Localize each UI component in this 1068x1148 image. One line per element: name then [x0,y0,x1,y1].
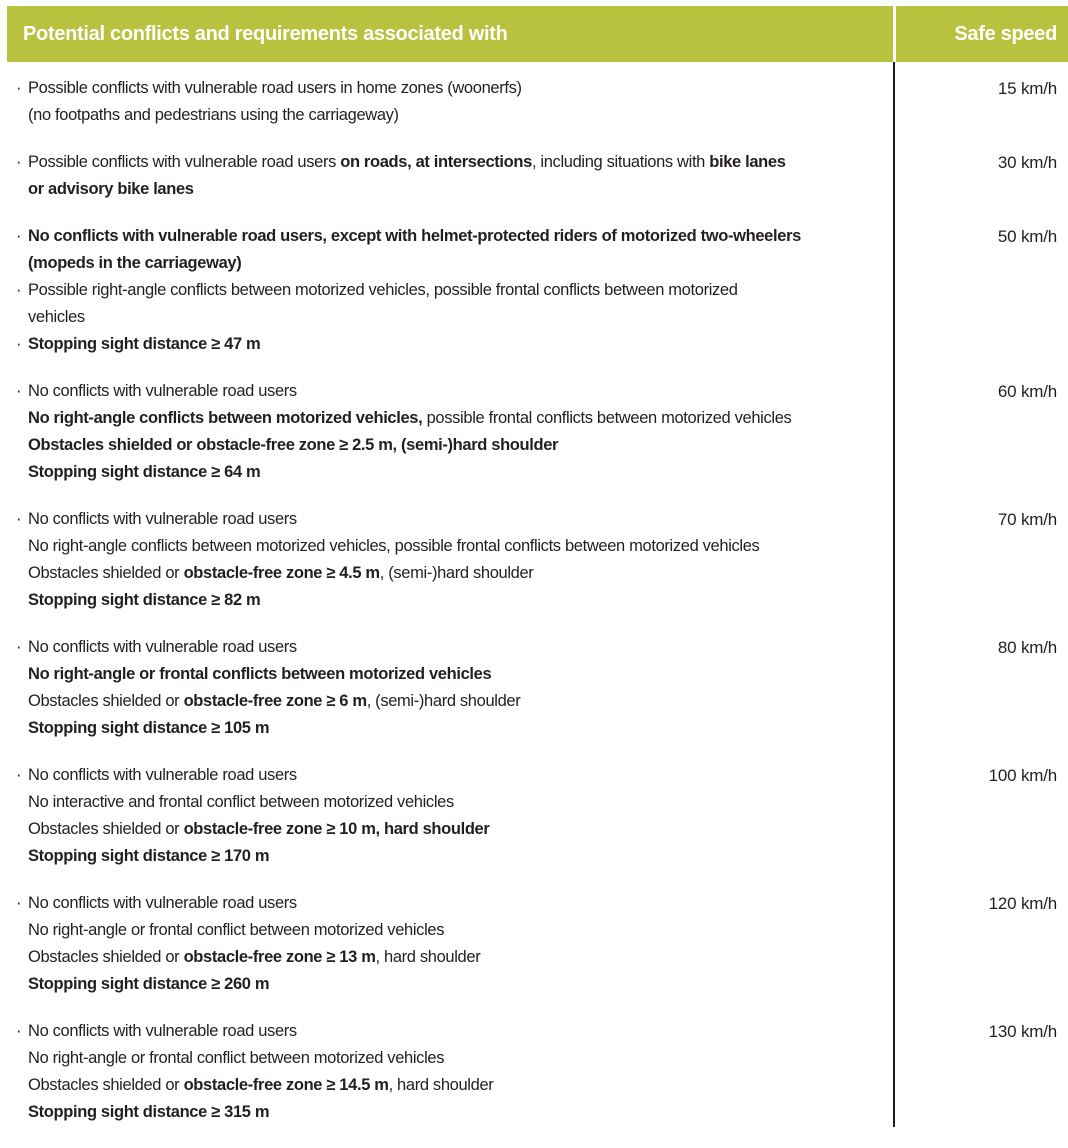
requirement-text-segment: No interactive and frontal conflict between motorized vehicles [28,793,454,811]
requirement-text-segment: , including situations with [531,153,710,171]
requirement-text-segment: Possible right-angle conflicts between motorized vehicles, possible frontal conflicts between motorized [28,281,738,299]
requirement-line [17,432,873,459]
requirement-text-segment: Obstacles shielded or [28,820,184,838]
requirement-text-segment: No conflicts with vulnerable road users [28,1022,297,1040]
table-row [0,223,1068,358]
requirement-text-segment: Stopping sight distance ≥ 105 m [28,719,270,737]
requirement-text-segment: No conflicts with vulnerable road users [28,510,297,528]
requirements-cell [0,890,893,998]
requirement-line [17,890,873,917]
safe-speed-value: 60 km/h [997,382,1057,401]
requirement-line [17,1072,873,1099]
requirement-text-segment: Obstacles shielded or [28,1076,184,1094]
requirement-line [17,971,873,998]
requirement-line [17,533,873,560]
requirement-line [17,917,873,944]
requirement-text-segment: Obstacles shielded or [28,564,184,582]
requirement-line [17,277,873,304]
table-row [0,75,1068,129]
safe-speed-value: 15 km/h [997,79,1057,98]
table-row [0,634,1068,742]
requirement-text-segment: possible frontal conflicts between motorized vehicles [422,409,792,427]
requirements-cell [0,634,893,742]
requirement-line [17,459,873,486]
table-row [0,890,1068,998]
header-safe-speed-column-title: Safe speed [954,22,1057,45]
safe-speed-value: 80 km/h [997,638,1057,657]
requirement-text-segment: obstacle-free zone ≥ 6 m [183,692,367,710]
table-row [0,1018,1068,1126]
requirement-text-segment: No conflicts with vulnerable road users [28,894,297,912]
requirement-text-segment: bike lanes [709,153,786,171]
requirement-line [17,843,873,870]
bullet-marker: · [16,79,22,97]
bullet-marker: · [16,153,22,171]
requirement-line [17,1099,873,1126]
header-conflicts-column-title: Potential conflicts and requirements associated with [23,22,508,45]
requirement-line [17,506,873,533]
table-row [0,506,1068,614]
requirement-line [17,661,873,688]
safe-speed-value: 70 km/h [997,510,1057,529]
requirement-line [17,560,873,587]
requirement-line [17,762,873,789]
requirement-text-segment: Stopping sight distance ≥ 64 m [28,463,261,481]
requirement-line [17,587,873,614]
bullet-marker: · [16,335,22,353]
requirement-text-segment: No conflicts with vulnerable road users [28,382,297,400]
requirement-text-segment: Stopping sight distance ≥ 170 m [28,847,270,865]
requirement-text-segment: Obstacles shielded or [28,948,184,966]
requirement-text-segment: obstacle-free zone ≥ 10 m, hard shoulder [183,820,490,838]
requirement-text-segment: on roads, at intersections [340,153,532,171]
bullet-marker: · [16,281,22,299]
requirement-text-segment: obstacle-free zone ≥ 14.5 m [183,1076,389,1094]
requirement-line [17,634,873,661]
table-header-bar [7,6,1068,62]
bullet-marker: · [16,638,22,656]
requirement-line [17,1018,873,1045]
header-column-divider [893,6,896,62]
requirement-text-segment: (mopeds in the carriageway) [28,254,242,272]
requirement-text-segment: Possible conflicts with vulnerable road users [28,153,341,171]
requirement-line [17,715,873,742]
requirement-text-segment: No right-angle conflicts between motorized vehicles, [28,409,423,427]
requirement-text-segment: No right-angle or frontal conflicts between motorized vehicles [28,665,492,683]
requirement-line [17,944,873,971]
bullet-marker: · [16,227,22,245]
safe-speed-value: 100 km/h [988,766,1057,785]
requirements-cell [0,75,893,129]
requirement-text-segment: No right-angle or frontal conflict between motorized vehicles [28,1049,445,1067]
requirement-text-segment: (no footpaths and pedestrians using the carriageway) [28,106,399,124]
requirement-text-segment: , (semi-)hard shoulder [366,692,521,710]
table-row [0,378,1068,486]
requirement-line [17,378,873,405]
requirement-line [17,223,873,250]
requirement-text-segment: or advisory bike lanes [28,180,194,198]
requirements-cell [0,223,893,358]
requirement-text-segment: No conflicts with vulnerable road users [28,766,297,784]
requirements-cell [0,506,893,614]
requirement-line [17,331,873,358]
requirements-cell [0,1018,893,1126]
requirement-text-segment: , hard shoulder [388,1076,494,1094]
requirement-line [17,688,873,715]
requirement-text-segment: No right-angle or frontal conflict between motorized vehicles [28,921,445,939]
requirement-line [17,1045,873,1072]
bullet-marker: · [16,382,22,400]
requirements-cell [0,762,893,870]
requirement-text-segment: Possible conflicts with vulnerable road users in home zones (woonerfs) [28,79,522,97]
table-row [0,762,1068,870]
requirement-line [17,816,873,843]
requirement-line [17,304,873,331]
requirements-cell [0,378,893,486]
requirement-line [17,102,873,129]
requirement-line [17,789,873,816]
bullet-marker: · [16,894,22,912]
requirement-text-segment: obstacle-free zone ≥ 13 m [183,948,376,966]
safe-speed-value: 50 km/h [997,227,1057,246]
requirement-line [17,405,873,432]
requirement-text-segment: vehicles [28,308,85,326]
requirement-text-segment: Obstacles shielded or obstacle-free zone ≥ 2.5 m, (semi-)hard shoulder [28,436,559,454]
requirement-text-segment: Stopping sight distance ≥ 260 m [28,975,270,993]
requirement-text-segment: , (semi-)hard shoulder [379,564,534,582]
bullet-marker: · [16,1022,22,1040]
safe-speed-value: 130 km/h [988,1022,1057,1041]
safe-speed-value: 120 km/h [988,894,1057,913]
requirement-text-segment: , hard shoulder [375,948,481,966]
table-body [0,62,1068,1146]
requirement-text-segment: No right-angle conflicts between motorized vehicles, possible frontal conflicts between motorized vehicles [28,537,760,555]
requirement-line [17,149,873,176]
bullet-marker: · [16,766,22,784]
requirement-line [17,75,873,102]
requirement-text-segment: Obstacles shielded or [28,692,184,710]
bullet-marker: · [16,510,22,528]
requirement-line [17,176,873,203]
requirement-text-segment: obstacle-free zone ≥ 4.5 m [183,564,380,582]
requirement-text-segment: Stopping sight distance ≥ 47 m [28,335,261,353]
requirement-text-segment: No conflicts with vulnerable road users, except with helmet-protected riders of motorized two-wheelers [28,227,801,245]
requirement-text-segment: Stopping sight distance ≥ 315 m [28,1103,270,1121]
requirement-line [17,250,873,277]
requirement-text-segment: Stopping sight distance ≥ 82 m [28,591,261,609]
safe-speed-value: 30 km/h [997,153,1057,172]
table-row [0,149,1068,203]
requirements-cell [0,149,893,203]
requirement-text-segment: No conflicts with vulnerable road users [28,638,297,656]
